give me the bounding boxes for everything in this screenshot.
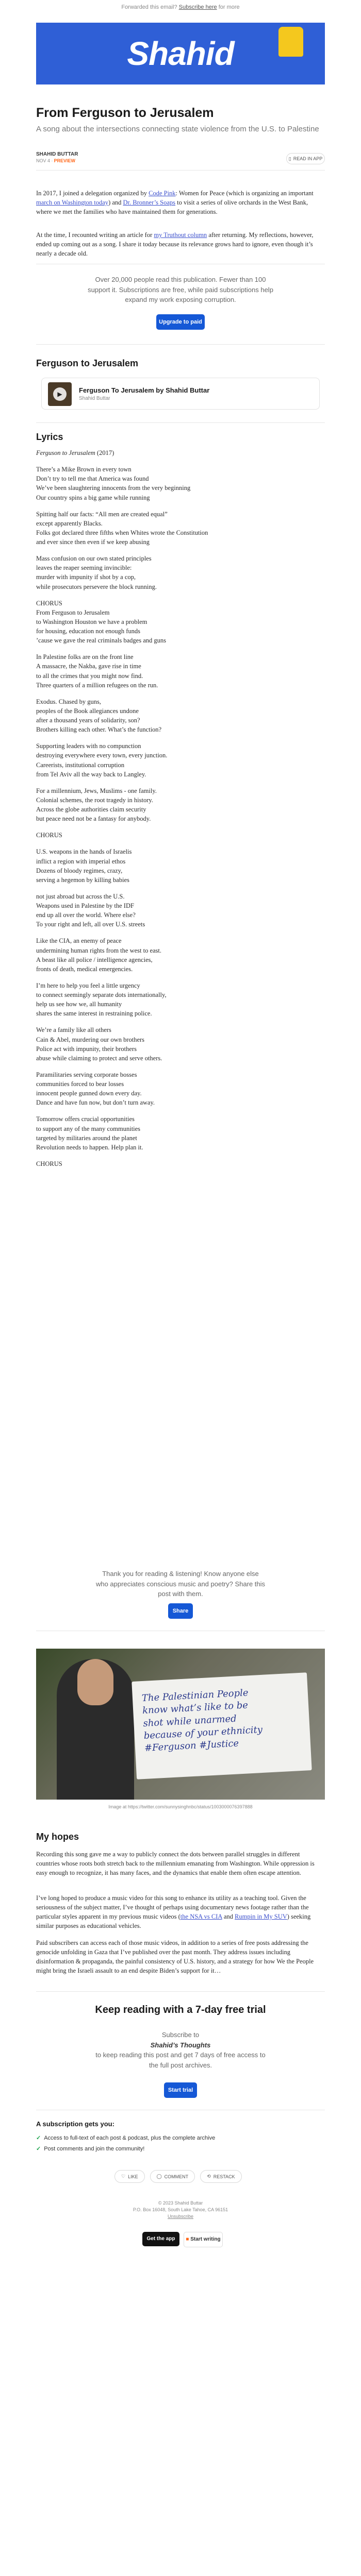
chorus-label: CHORUS <box>36 1160 62 1167</box>
lyric-line: not just abroad but across the U.S. <box>36 892 125 900</box>
preview-badge: PREVIEW <box>54 158 76 163</box>
lyrics-body <box>36 448 325 1176</box>
chorus-label: CHORUS <box>36 599 62 607</box>
lyrics-stanza <box>36 786 325 824</box>
lyric-line: Brothers killing each other. What’s the function? <box>36 726 162 734</box>
sign-line: because of your ethnicity <box>143 1724 263 1741</box>
sign-line: The Palestinian People <box>141 1687 249 1704</box>
lyrics-stanza <box>36 599 325 646</box>
comment-button[interactable]: ◯ COMMENT <box>150 2170 195 2183</box>
hopes-paragraph-3: Paid subscribers can access each of those music videos, in addition to a series of free posts addressing the genocide unfolding in Gaza that I’ve published over the past month. They address issues including disinformation & propaganda, the painful consistency of U.S. history, and a strategy for how We the People might bring the Israeli assault to an end despite Biden’s support for it… <box>36 1939 314 1975</box>
lyric-line: I’m here to help you feel a little urgency <box>36 981 140 989</box>
header-divider <box>36 170 325 171</box>
lyric-line: while prosecutors persevere the block running. <box>36 583 157 590</box>
lyric-line: Dozens of bloody regimes, crazy, <box>36 867 123 874</box>
author-name[interactable]: SHAHID BUTTAR <box>36 151 78 157</box>
lyrics-heading: Lyrics <box>36 432 63 442</box>
lyric-line: communities forced to bear losses <box>36 1080 124 1088</box>
lyric-line: Don’t try to tell me that America was found <box>36 475 149 483</box>
intro-paragraph-2: At the time, I recounted writing an article for my Truthout column after returning. My reflections, however, ended up coming out as a song. I share it today because its relevance grows hard to ignore, even though it’s nearly a decade old. <box>36 231 314 258</box>
hopes-paragraph-2: I’ve long hoped to produce a music video for this song to enhance its utility as a teaching tool. Given the seriousness of the subject matter, I’ve thought of perhaps using documentary news footage rather than the particular styles apparent in my previous music videos (the NSA vs CIA and Rumpin in My SUV) seeking similar purposes as educational vehicles. <box>36 1894 311 1930</box>
lyric-line: ’cause we gave the real criminals badges and guns <box>36 637 166 645</box>
lyric-line: serving a hegemon by killing babies <box>36 876 129 884</box>
checkmark-icon: ✓ <box>36 2135 41 2141</box>
lyric-line: targeted by militaries around the planet <box>36 1134 137 1142</box>
lyric-line: peoples of the Book allegiances undone <box>36 707 139 715</box>
lyric-line: Colonial schemes, the root tragedy in history. <box>36 796 153 804</box>
get-app-button[interactable]: Get the app <box>142 2232 179 2246</box>
brand-logo: Shahid <box>127 35 234 72</box>
phone-icon: ▯ <box>288 156 291 161</box>
substack-icon: ■ <box>186 2236 189 2242</box>
lyric-line: to support any of the many communities <box>36 1125 141 1132</box>
protest-photo <box>36 1649 325 1800</box>
lyric-line: Three quarters of a million refugees on the run. <box>36 681 158 689</box>
lyric-line: from Tel Aviv all the way back to Langley. <box>36 770 146 778</box>
lyric-line: undermining human rights from the west to east. <box>36 946 162 954</box>
subscribe-link[interactable]: Subscribe here <box>178 4 217 10</box>
cta-divider-bottom <box>36 344 325 345</box>
lyric-line: We’ve been slaughtering innocents from the very beginning <box>36 484 191 492</box>
lyric-line: fronts of death, medical emergencies. <box>36 965 133 973</box>
lyrics-stanza <box>36 510 325 547</box>
publication-banner[interactable] <box>36 23 325 84</box>
lyric-line: innocent people gunned down every day. <box>36 1090 142 1097</box>
benefit-item: ✓ Access to full-text of each post & podcast, plus the complete archive <box>36 2135 216 2141</box>
lyric-line: murder with impunity if shot by a cop, <box>36 573 136 581</box>
trial-description <box>95 2030 266 2070</box>
fist-icon <box>278 27 303 57</box>
lyric-line: Cain & Abel, murdering our own brothers <box>36 1036 145 1043</box>
lyric-line: Supporting leaders with no compunction <box>36 742 141 750</box>
lyric-line: to connect seemingly separate dots internationally, <box>36 991 167 998</box>
protester-face <box>77 1659 113 1705</box>
forwarded-suffix: for more <box>218 4 240 10</box>
rumpin-link[interactable]: Rumpin in My SUV <box>235 1913 287 1921</box>
lyrics-stanza <box>36 892 325 929</box>
lyrics-stanza <box>36 936 325 974</box>
lyric-line: but peace need not be a fantasy for anybody. <box>36 815 151 823</box>
audio-artist: Shahid Buttar <box>79 396 110 401</box>
lyric-line: U.S. weapons in the hands of Israelis <box>36 848 132 856</box>
post-title[interactable]: From Ferguson to Jerusalem <box>36 106 214 120</box>
benefits-heading: A subscription gets you: <box>36 2120 114 2128</box>
copyright: © 2023 Shahid Buttar <box>158 2200 203 2206</box>
lyrics-stanza <box>36 1070 325 1108</box>
read-in-app-label: READ IN APP <box>293 156 323 161</box>
lyric-line: except apparently Blacks. <box>36 519 103 527</box>
lyric-line: abuse while claiming to protect and serve others. <box>36 1054 162 1062</box>
lyric-line: We’re a family like all others <box>36 1026 111 1034</box>
forwarded-banner <box>0 0 361 23</box>
benefit-item: ✓ Post comments and join the community! <box>36 2145 145 2152</box>
lyric-line: Folks got declared three fifths when Whites wrote the Constitution <box>36 529 208 536</box>
post-subtitle: A song about the intersections connecting state violence from the U.S. to Palestine <box>36 125 319 133</box>
audio-heading: Ferguson to Jerusalem <box>36 358 139 368</box>
post-date: NOV 4 ∙ PREVIEW <box>36 158 76 163</box>
lyric-line: Our country spins a big game while running <box>36 494 150 501</box>
publication-name: Shahid’s Thoughts <box>150 2041 211 2049</box>
lyric-line: to all the crimes that you might now find. <box>36 672 143 680</box>
lyrics-stanza <box>36 1025 325 1063</box>
lyric-line: Exodus. Chased by guns, <box>36 698 102 705</box>
share-cta-text: Thank you for reading & listening! Know anyone else who appreciates conscious music and poetry? Share this post with them. <box>95 1570 266 1598</box>
subscribe-to-text: Subscribe to <box>161 2031 200 2039</box>
lyric-line: to Washington Houston we have a problem <box>36 618 147 625</box>
checkmark-icon: ✓ <box>36 2145 41 2152</box>
lyric-line: end up all over the world. Where else? <box>36 911 136 919</box>
benefits-list <box>36 2133 325 2155</box>
lyric-line: There’s a Mike Brown in every town <box>36 466 132 473</box>
lyric-line: help us see how we, all humanity <box>36 1001 122 1008</box>
intro-paragraph-1: In 2017, I joined a delegation organized by Code Pink: Women for Peace (which is organizing an important march on Washington today) and Dr. Bronner’s Soaps to visit a series of olive orchards in the West Bank, where we met the families who have maintained them for generations. <box>36 190 314 216</box>
hopes-paragraph-1: Recording this song gave me a way to publicly connect the dots between parallel struggles in different countries whose roots both stretch back to the millennium emanating from Washington. While oppression is easy enough to recognize, it has many faces, and the dynamics that enable them often escape attention. <box>36 1851 315 1877</box>
lyric-line: Spitting half our facts: “All men are created equal” <box>36 510 168 518</box>
lyric-line: A beast like all police / intelligence agencies, <box>36 956 153 963</box>
sign-line: #Ferguson #Justice <box>144 1738 239 1754</box>
sign-line: know what’s like to be <box>142 1700 249 1717</box>
trial-divider <box>36 1991 325 1992</box>
protest-sign <box>132 1672 311 1780</box>
code-pink-link[interactable]: Code Pink <box>149 190 176 197</box>
heart-icon: ♡ <box>121 2174 126 2179</box>
start-writing-button[interactable]: ■ Start writing <box>184 2232 223 2247</box>
lyric-line: destroying everywhere every town, every junction. <box>36 752 168 759</box>
like-button[interactable]: ♡ LIKE <box>114 2170 145 2183</box>
hopes-heading: My hopes <box>36 1832 79 1842</box>
lyrics-stanza <box>36 1159 325 1168</box>
lyric-line: From Ferguson to Jerusalem <box>36 608 110 616</box>
chorus-label: CHORUS <box>36 832 62 839</box>
lyric-line: and ever since then even if we keep abusing <box>36 538 150 546</box>
forwarded-text: Forwarded this email? <box>121 4 177 10</box>
unsubscribe-link[interactable]: Unsubscribe <box>167 2214 194 2219</box>
lyrics-stanza <box>36 831 325 840</box>
trial-desc-text: to keep reading this post and get 7 days of free access to the full post archives. <box>95 2051 266 2069</box>
lyric-line: Mass confusion on our own stated principles <box>36 555 152 563</box>
lyric-line: after a thousand years of solidarity, son? <box>36 717 140 724</box>
lyric-line: Like the CIA, an enemy of peace <box>36 937 122 945</box>
bronners-link[interactable]: Dr. Bronner’s Soaps <box>123 199 176 207</box>
lyric-line: Across the globe authorities claim security <box>36 806 146 813</box>
date-text: NOV 4 <box>36 158 51 163</box>
lyric-line: For a millennium, Jews, Muslims - one family. <box>36 787 157 794</box>
lyric-line: for housing, education not enough funds <box>36 628 141 635</box>
lyric-line: shares the same interest in restraining police. <box>36 1010 152 1018</box>
lyric-line: leaves the reaper seeming invincible: <box>36 564 132 572</box>
lyrics-stanza <box>36 697 325 735</box>
subscribe-cta-text: Over 20,000 people read this publication. Fewer than 100 support it. Subscriptions are free, while paid subscriptions help expand my work exposing corruption. <box>88 276 273 303</box>
comment-icon: ◯ <box>156 2174 162 2179</box>
photo-caption: Image at https://twitter.com/sunnysinghnbc/status/1003000076397888 <box>108 1804 253 1809</box>
lyrics-stanza <box>36 741 325 779</box>
play-icon[interactable]: ▶ <box>53 387 67 401</box>
lyric-line: inflict a region with imperial ethos <box>36 857 126 865</box>
upgrade-button[interactable]: Upgrade to paid <box>156 314 205 330</box>
lyric-line: Weapons used in Palestine by the IDF <box>36 902 134 909</box>
lyric-line: To your right and left, all over U.S. streets <box>36 921 145 928</box>
post-actions <box>114 2170 242 2183</box>
lyrics-intro: Ferguson to Jerusalem (2017) <box>36 449 114 456</box>
lyrics-stanza <box>36 1114 325 1152</box>
lyric-line: Careerists, institutional corruption <box>36 761 125 769</box>
truthout-link[interactable]: my Truthout column <box>154 231 207 239</box>
nsa-cia-link[interactable]: the NSA vs CIA <box>180 1913 222 1921</box>
restack-button[interactable]: ⟲ RESTACK <box>200 2170 241 2183</box>
lyrics-stanza <box>36 981 325 1019</box>
restack-icon: ⟲ <box>207 2174 211 2179</box>
address: P.O. Box 16048, South Lake Tahoe, CA 96151 <box>133 2207 228 2213</box>
trial-heading: Keep reading with a 7-day free trial <box>95 2004 266 2015</box>
lyric-line: Paramilitaries serving corporate bosses <box>36 1071 137 1078</box>
audio-divider <box>36 422 325 423</box>
audio-title: Ferguson To Jerusalem by Shahid Buttar <box>79 386 210 394</box>
audio-player[interactable] <box>41 378 320 410</box>
march-link[interactable]: march on Washington today <box>36 199 109 207</box>
lyrics-stanza <box>36 847 325 885</box>
read-in-app-button[interactable] <box>286 153 325 164</box>
lyric-line: A massacre, the Nakba, gave rise in time <box>36 663 141 670</box>
footer <box>36 2200 325 2220</box>
lyric-line: Revolution needs to happen. Help plan it. <box>36 1143 143 1151</box>
sign-line: shot while unarmed <box>142 1713 237 1729</box>
start-trial-button[interactable]: Start trial <box>164 2082 197 2098</box>
lyrics-stanza <box>36 465 325 502</box>
lyrics-stanza <box>36 554 325 591</box>
lyric-line: Tomorrow offers crucial opportunities <box>36 1115 135 1123</box>
share-button[interactable]: Share <box>168 1603 193 1619</box>
lyric-line: Dance and have fun now, but don’t turn away. <box>36 1099 155 1107</box>
lyrics-stanza <box>36 652 325 690</box>
lyric-line: Police act with impunity, their brothers <box>36 1045 137 1053</box>
lyric-line: In Palestine folks are on the front line <box>36 653 134 661</box>
